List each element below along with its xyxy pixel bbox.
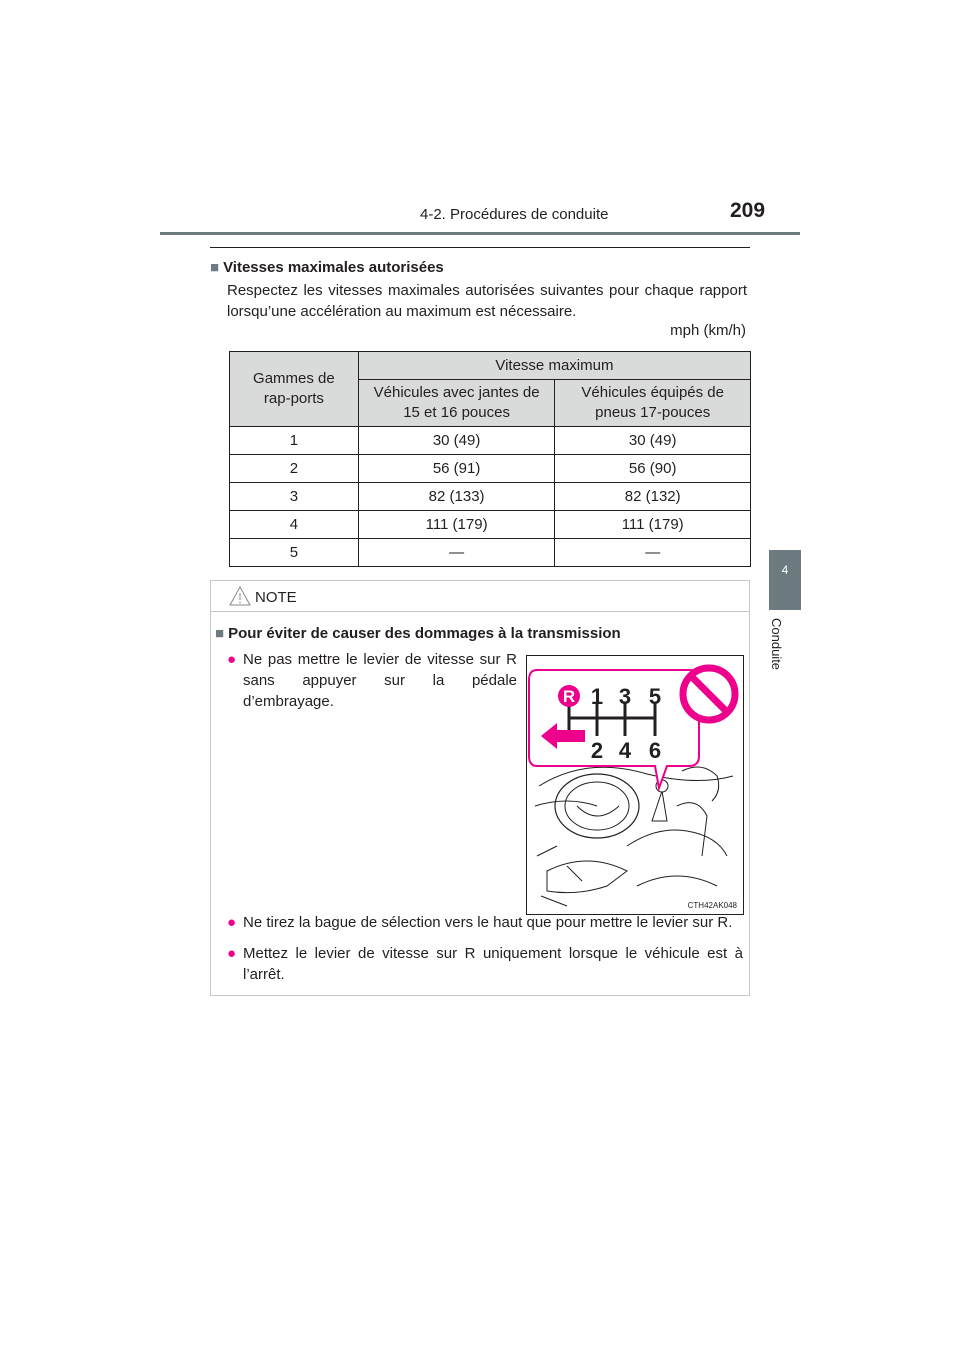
gear-cell: 1 <box>230 427 359 455</box>
max-speed-header: Vitesse maximum <box>358 352 750 380</box>
section-body: Respectez les vitesses maximales autorisées suivantes pour chaque rapport lorsqu’une accélération au maximum est nécessaire. <box>227 282 747 320</box>
note-divider <box>211 611 749 612</box>
header-rule <box>160 232 800 235</box>
note-subtitle-text: Pour éviter de causer des dommages à la transmission <box>228 625 621 642</box>
gear-cell: 2 <box>230 455 359 483</box>
gate-label-3: 3 <box>618 684 632 709</box>
speed-17-cell: 111 (179) <box>555 511 751 539</box>
gate-label-1: 1 <box>590 684 604 709</box>
table-row <box>230 427 751 455</box>
table-row <box>230 455 751 483</box>
gate-label-6: 6 <box>648 738 662 763</box>
chapter-label: Conduite <box>769 618 784 671</box>
gear-shift-drawing <box>527 656 743 914</box>
note-box <box>210 580 750 996</box>
bullet-dot-icon: ● <box>227 914 237 931</box>
gear-cell: 3 <box>230 483 359 511</box>
page-number: 209 <box>730 199 766 222</box>
chapter-label-wrap <box>769 618 796 678</box>
bullet-dot-icon: ● <box>227 945 237 962</box>
speed-15-16-cell: 82 (133) <box>358 483 555 511</box>
note-bullet-text: Mettez le levier de vitesse sur R uniquement lorsque le véhicule est à l’arrêt. <box>243 945 743 983</box>
table-row <box>230 511 751 539</box>
square-bullet-icon: ■ <box>210 259 220 276</box>
unit-label: mph (km/h) <box>670 322 746 339</box>
gear-cell: 4 <box>230 511 359 539</box>
note-title: NOTE <box>255 589 297 606</box>
speed-17-cell: — <box>555 539 751 567</box>
gate-label-4: 4 <box>618 738 632 763</box>
note-subtitle <box>215 625 621 642</box>
section-title <box>210 259 444 276</box>
wheels-15-16-header: Véhicules avec jantes de 15 et 16 pouces <box>358 380 555 427</box>
gate-label-2: 2 <box>590 738 604 763</box>
speed-15-16-cell: 30 (49) <box>358 427 555 455</box>
section-rule <box>210 247 750 248</box>
note-bullet <box>227 912 743 933</box>
note-bullet-text: Ne pas mettre le levier de vitesse sur R sans appuyer sur la pédale d’embrayage. <box>243 651 517 710</box>
note-bullet <box>227 649 517 712</box>
gate-label-5: 5 <box>648 684 662 709</box>
square-bullet-icon: ■ <box>215 625 225 642</box>
chapter-tab <box>769 550 801 610</box>
table-row <box>230 539 751 567</box>
running-header-section: 4-2. Procédures de conduite <box>420 206 609 223</box>
illustration-code: CTH42AK048 <box>687 901 737 910</box>
speed-15-16-cell: 111 (179) <box>358 511 555 539</box>
max-speed-table <box>229 351 751 567</box>
table-row <box>230 483 751 511</box>
warning-triangle-icon <box>229 586 251 606</box>
section-title-text: Vitesses maximales autorisées <box>223 259 444 276</box>
speed-17-cell: 82 (132) <box>555 483 751 511</box>
chapter-number: 4 <box>781 563 789 577</box>
speed-15-16-cell: 56 (91) <box>358 455 555 483</box>
bullet-dot-icon: ● <box>227 651 237 668</box>
speed-17-cell: 56 (90) <box>555 455 751 483</box>
gear-cell: 5 <box>230 539 359 567</box>
gear-shift-illustration <box>526 655 744 915</box>
prohibition-icon <box>683 668 735 720</box>
note-bullet-text: Ne tirez la bague de sélection vers le haut que pour mettre le levier sur R. <box>243 914 733 931</box>
speed-17-cell: 30 (49) <box>555 427 751 455</box>
speed-15-16-cell: — <box>358 539 555 567</box>
note-bullet <box>227 943 743 985</box>
gate-label-r: R <box>562 687 576 706</box>
tires-17-header: Véhicules équipés de pneus 17-pouces <box>555 380 751 427</box>
gear-range-header: Gammes de rap-ports <box>230 352 359 427</box>
